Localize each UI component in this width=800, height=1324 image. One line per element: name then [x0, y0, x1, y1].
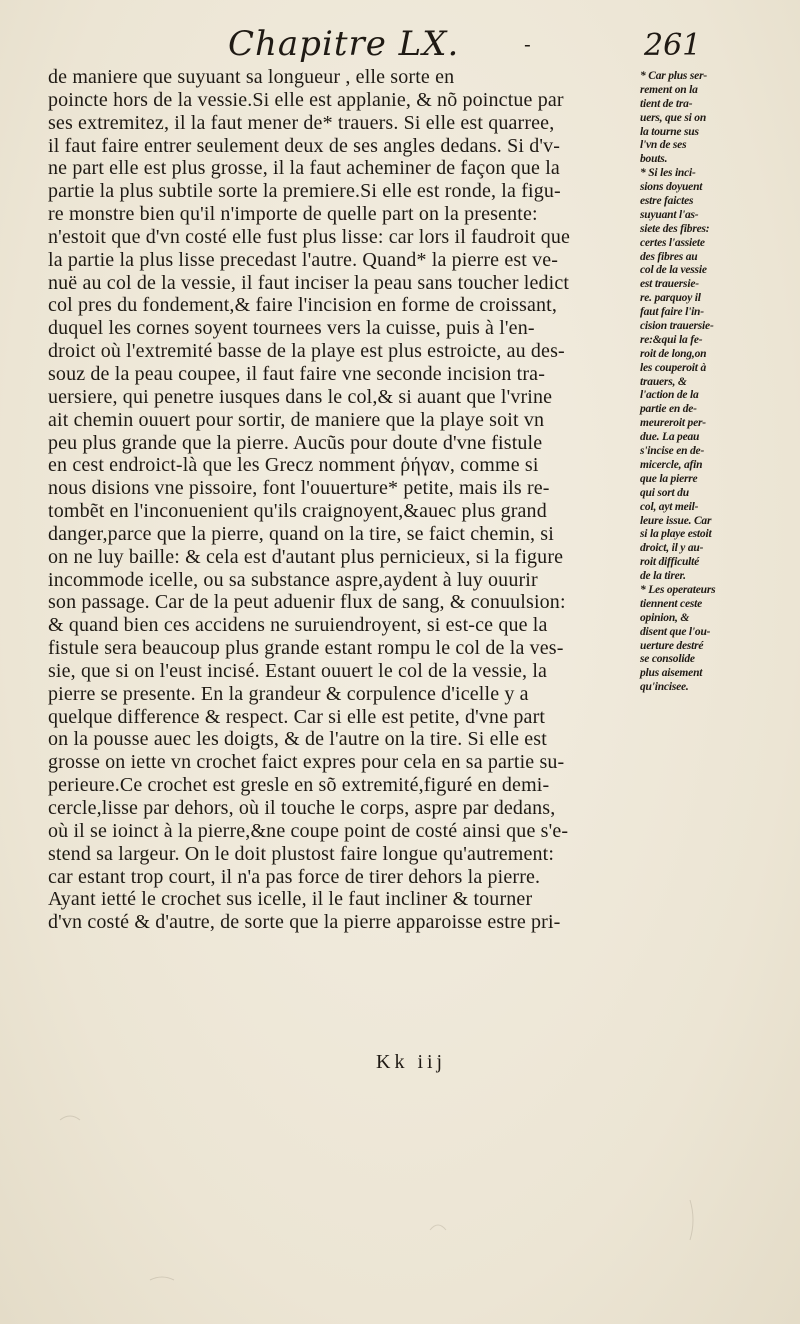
margin-note-line: * Car plus ser- — [640, 70, 707, 82]
margin-note-line: re. parquoy il — [640, 292, 701, 305]
text-line: ait chemin ouuert pour sortir, de maniere que la playe soit vn — [48, 408, 545, 431]
text-line: incommode icelle, ou sa substance aspre,aydent à luy ouurir — [48, 568, 538, 591]
text-line: où il se ioinct à la pierre,&ne coupe point de costé ainsi que s'e- — [48, 819, 569, 842]
text-line: souz de la peau coupee, il faut faire vne seconde incision tra- — [48, 362, 546, 385]
margin-note-line: roit difficulté — [640, 556, 700, 569]
margin-note-line: plus aisement — [640, 667, 703, 680]
margin-note-line: certes l'assiete — [640, 236, 705, 249]
text-line: peu plus grande que la pierre. Aucũs pour doute d'vne fistule — [48, 431, 543, 454]
text-line: droict où l'extremité basse de la playe est plus estroicte, au des- — [48, 340, 565, 363]
margin-note-line: se consolide — [640, 653, 695, 666]
text-line: on ne luy baille: & cela est d'autant plus pernicieux, si la figure — [48, 545, 564, 568]
margin-note-line: suyuant l'as- — [640, 208, 699, 221]
margin-note-line: siete des fibres: — [640, 222, 710, 235]
chapter-title: Chapitre LX. — [228, 24, 460, 64]
margin-note-line: les couperoit à — [640, 361, 706, 374]
page-number: 261 — [644, 28, 702, 63]
margin-note-line: que la pierre — [640, 472, 698, 485]
margin-note-line: re:&qui la fe- — [640, 333, 703, 346]
show-through-marks — [0, 1080, 800, 1324]
text-line: danger,parce que la pierre, quand on la tire, se faict chemin, si — [48, 522, 554, 545]
text-line: n'estoit que d'vn costé elle fust plus lisse: car lors il faudroit que — [48, 225, 571, 248]
margin-note-line: partie en de- — [640, 403, 697, 416]
text-line: poincte hors de la vessie.Si elle est applanie, & nõ poinctue par — [48, 88, 564, 111]
text-line: tombẽt en l'inconuenient qu'ils craignoyent,&auec plus grand — [48, 500, 547, 523]
margin-note-line: meureroit per- — [640, 417, 706, 430]
page-header — [0, 18, 800, 62]
text-line: perieure.Ce crochet est gresle en sõ extremité,figuré en demi- — [48, 774, 550, 797]
margin-note-line: tiennent ceste — [640, 597, 703, 610]
margin-note-line: de la tirer. — [640, 570, 686, 583]
margin-note-line: col, ayt meil- — [640, 500, 699, 513]
text-line: col pres du fondement,& faire l'incision en forme de croissant, — [48, 294, 558, 317]
margin-note-line: leure issue. Car — [640, 514, 712, 527]
margin-note-line: trauers, & — [640, 375, 687, 388]
margin-note-line: due. La peau — [640, 431, 700, 444]
margin-note-line: bouts. — [640, 153, 668, 166]
margin-note-line: tient de tra- — [640, 97, 693, 110]
text-line: en cest endroict-là que les Grecz nomment ῥήγαν, comme si — [48, 454, 539, 477]
signature-mark: Kk iij — [376, 1051, 447, 1073]
text-line: la partie la plus lisse precedast l'autre. Quand* la pierre est ve- — [48, 248, 559, 271]
margin-note-line: uers, que si on — [640, 111, 707, 124]
margin-note-line: droict, il y au- — [640, 542, 704, 555]
margin-note-line: disent que l'ou- — [640, 625, 711, 638]
margin-note-line: des fibres au — [640, 250, 698, 263]
text-line: fistule sera beaucoup plus grande estant rompu le col de la ves- — [48, 637, 564, 660]
text-line: duquel les cornes soyent tournees vers la cuisse, puis à l'en- — [48, 317, 535, 340]
text-line: re monstre bien qu'il n'importe de quelle part on la presente: — [48, 203, 538, 226]
text-line: quelque difference & respect. Car si elle est petite, d'vne part — [48, 705, 546, 728]
margin-notes — [640, 70, 800, 695]
text-line: car estant trop court, il n'a pas force de tirer dehors la pierre. — [48, 865, 541, 888]
text-line: son passage. Car de la peut aduenir flux de sang, & conuulsion: — [48, 591, 566, 614]
text-line: sie, que si on l'eust incisé. Estant ouuert le col de la vessie, la — [48, 659, 548, 682]
text-line: de maniere que suyuant sa longueur , elle sorte en — [48, 66, 455, 88]
margin-note-line: * Si les inci- — [640, 167, 696, 180]
margin-note-line: faut faire l'in- — [640, 306, 704, 319]
margin-note-line: sions doyuent — [640, 181, 703, 194]
margin-note-line: estre faictes — [640, 195, 694, 208]
text-line: ne part elle est plus grosse, il la faut acheminer de façon que la — [48, 157, 560, 180]
margin-note-line: micercle, afin — [640, 458, 703, 471]
margin-note-line: rement on la — [640, 83, 698, 96]
text-line: pierre se presente. En la grandeur & corpulence d'icelle y a — [48, 682, 529, 705]
margin-note-line: roit de long,on — [640, 347, 707, 360]
text-line: Ayant ietté le crochet sus icelle, il le faut incliner & tourner — [48, 888, 533, 911]
margin-note-line: est trauersie- — [640, 278, 699, 291]
main-text-column — [48, 66, 632, 934]
margin-note-line: si la playe estoit — [640, 528, 712, 541]
margin-note-line: col de la vessie — [640, 264, 707, 277]
text-line: nuë au col de la vessie, il faut inciser la peau sans toucher ledict — [48, 271, 570, 294]
text-line: partie la plus subtile sorte la premiere.Si elle est ronde, la figu- — [48, 180, 561, 203]
margin-note-line: s'incise en de- — [640, 445, 705, 458]
text-line: nous disions vne pissoire, font l'ouuerture* petite, mais ils re- — [48, 477, 550, 500]
text-line: d'vn costé & d'autre, de sorte que la pierre apparoisse estre pri- — [48, 911, 561, 934]
text-line: il faut faire entrer seulement deux de ses angles dedans. Si d'v- — [48, 134, 561, 157]
margin-note-line: uerture destré — [640, 639, 704, 652]
text-line: stend sa largeur. On le doit plustost faire longue qu'autrement: — [48, 842, 555, 865]
margin-note-line: qu'incisee. — [640, 681, 689, 694]
margin-note-line: la tourne sus — [640, 125, 699, 138]
margin-note-line: * Les operateurs — [640, 583, 716, 596]
text-line: & quand bien ces accidens ne suruiendroyent, si est-ce que la — [48, 614, 548, 637]
margin-note-line: qui sort du — [640, 486, 689, 499]
text-line: cercle,lisse par dehors, où il touche le corps, aspre par dedans, — [48, 797, 556, 819]
text-line: on la pousse auec les doigts, & de l'autre on la tire. Si elle est — [48, 728, 547, 751]
margin-note-line: l'action de la — [640, 389, 699, 402]
margin-note-line: l'vn de ses — [640, 139, 687, 152]
header-mark: - — [524, 32, 531, 56]
margin-note-line: cision trauersie- — [640, 320, 714, 333]
text-line: grosse on iette vn crochet faict expres pour cela en sa partie su- — [48, 751, 565, 774]
margin-note-line: opinion, & — [640, 611, 690, 624]
text-line: ses extremitez, il la faut mener de* trauers. Si elle est quarree, — [48, 111, 555, 134]
text-line: uersiere, qui penetre iusques dans le col,& si auant que l'vrine — [48, 385, 553, 408]
